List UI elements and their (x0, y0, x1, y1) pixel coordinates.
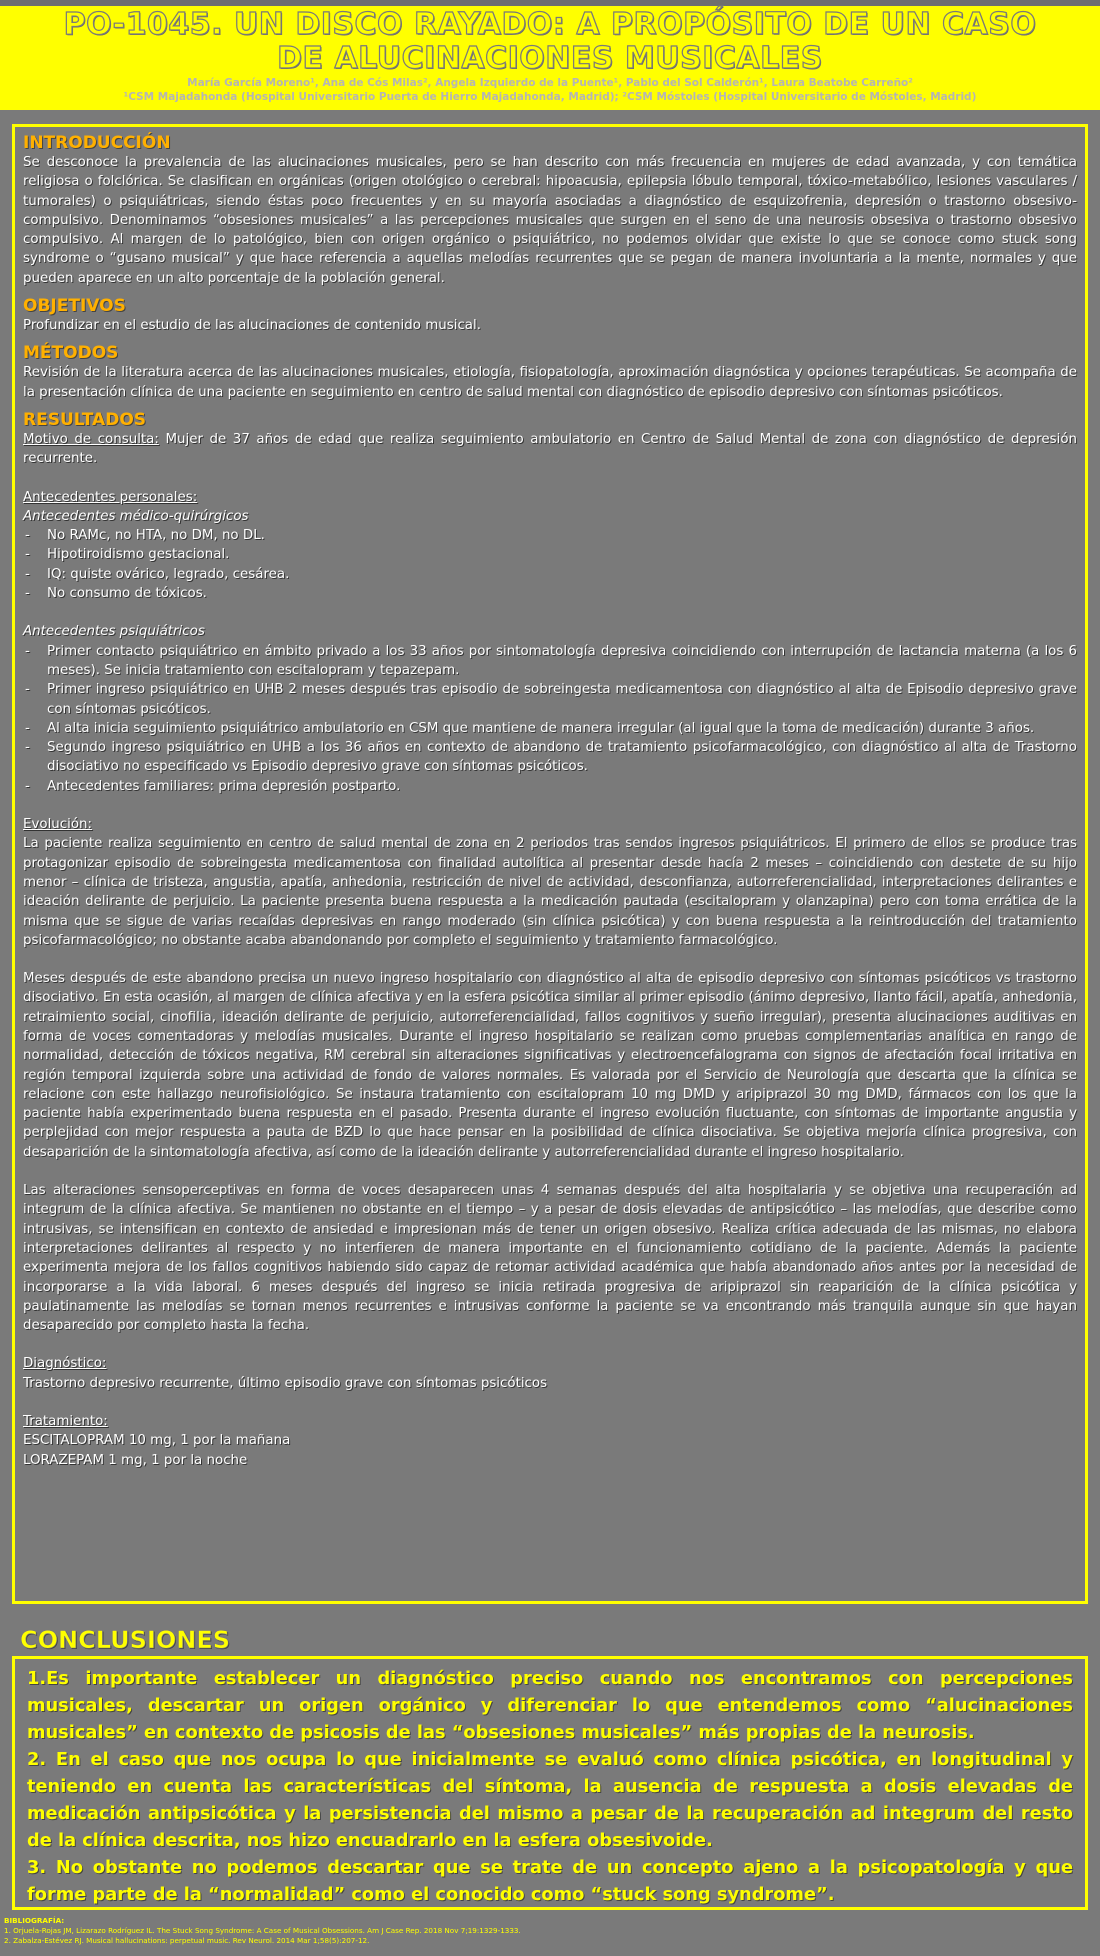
psiq-label: Antecedentes psiquiátricos (23, 624, 205, 640)
list-item: - Antecedentes familiares: prima depresión postparto. (23, 777, 1077, 796)
metodos-text: Revisión de la literatura acerca de las alucinaciones musicales, etiología, fisiopatología, aproximación diagnóstica y opciones terapéuticas. Se acompaña de la presentación clínica de una paciente en seguimiento en centro de salud mental con diagnóstico de episodio depresivo con síntomas psicóticos. (23, 365, 1077, 400)
medico-label: Antecedentes médico-quirúrgicos (23, 508, 249, 524)
diagnostico-label: Diagnóstico: (23, 1356, 107, 1372)
bibliography-item: 2. Zabalza-Estévez RJ. Musical hallucinations: perpetual music. Rev Neurol. 2014 Mar 1;58(5):207-12. (4, 1936, 370, 1945)
list-item: - No consumo de tóxicos. (23, 584, 1077, 603)
medico-list (23, 526, 1077, 603)
conclusiones-box (12, 1656, 1088, 1910)
list-item: - Segundo ingreso psiquiátrico en UHB a los 36 años en contexto de abandono de tratamiento psicofarmacológico, con diagnóstico al alta de Trastorno disociativo no especificado vs Episodio depresivo grave con síntomas psicóticos. (23, 738, 1077, 777)
list-item: - IQ: quiste ovárico, legrado, cesárea. (23, 565, 1077, 584)
antecedentes-label: Antecedentes personales: (23, 489, 198, 505)
conclusion-item: 3. No obstante no podemos descartar que se trate de un concepto ajeno a la psicopatología y que forme parte de la “normalidad” como el conocido como “stuck song syndrome”. (27, 1857, 1073, 1905)
conclusion-item: 2. En el caso que nos ocupa lo que inicialmente se evaluó como clínica psicótica, en longitudinal y teniendo en cuenta las características del síntoma, la ausencia de respuesta a dosis elevadas de medicación antipsicótica y la persistencia del mismo a pesar de la recuperación ad integrum del resto de la clínica descrita, nos hizo encuadrarlo en la esfera obsesivoide. (27, 1749, 1073, 1851)
tratamiento-label: Tratamiento: (23, 1414, 108, 1430)
metodos-heading: MÉTODOS (23, 343, 119, 364)
motivo-consulta (23, 430, 1077, 469)
bibliography-heading: BIBLIOGRAFÍA: (4, 1916, 65, 1925)
affiliations-line: ¹CSM Majadahonda (Hospital Universitario Puerta de Hierro Majadahonda, Madrid); ²CSM Móstoles (Hospital Universitario de Móstoles, Madrid) (123, 91, 977, 103)
poster-title: PO-1045. UN DISCO RAYADO: A PROPÓSITO DE UN CASO DE ALUCINACIONES MUSICALES (63, 7, 1037, 76)
motivo-text: Mujer de 37 años de edad que realiza seguimiento ambulatorio en Centro de Salud Mental de zona con diagnóstico de depresión recurrente. (23, 431, 1078, 467)
psiq-list (23, 642, 1077, 796)
tratamiento-item: ESCITALOPRAM 10 mg, 1 por la mañana (23, 1433, 291, 1449)
motivo-label: Motivo de consulta: (23, 431, 159, 447)
evolucion-paragraph-1: La paciente realiza seguimiento en centro de salud mental de zona en 2 periodos tras sendos ingresos psiquiátricos. El primero de ellos se produce tras protagonizar episodio de sobreingesta medicamentosa con finalidad autolítica al presentar desde hacía 2 meses – coincidiendo con destete de su hijo menor – clínica de tristeza, angustia, apatía, anhedonia, restricción de nivel de actividad, desconfianza, autorreferencialidad, interpretaciones delirantes e ideación delirante de perjuicio. La paciente presenta buena respuesta a la medicación pautada (escitalopram y olanzapina) pero con toma errática de la misma que se sigue de varias recaídas depresivas en rango moderado (sin clínica psicótica) y con buena respuesta a la reintroducción del tratamiento psicofarmacológico; no obstante acaba abandonando por completo el seguimiento y tratamiento farmacológico. (23, 836, 1077, 948)
diagnostico-text: Trastorno depresivo recurrente, último episodio grave con síntomas psicóticos (23, 1375, 548, 1391)
evolucion-paragraph-2: Meses después de este abandono precisa un nuevo ingreso hospitalario con diagnóstico al alta de episodio depresivo con síntomas psicóticos vs trastorno disociativo. En esta ocasión, al margen de clínica afectiva y en la esfera psicótica similar al primer episodio (ánimo depresivo, llanto fácil, apatía, anhedonia, retraimiento social, cinofilia, ideación delirante de perjuicio, autorreferencialidad, fallos cognitivos y sueño irregular), presenta alucinaciones auditivas en forma de voces comentadoras y melodías musicales. Durante el ingreso hospitalario se realizan como pruebas complementarias analítica en rango de normalidad, detección de tóxicos negativa, RM cerebral sin alteraciones significativas y electroencefalograma con signos de afectación focal irritativa en región temporal izquierda sobre una actividad de fondo de valores normales. Es valorada por el Servicio de Neurología que descarta que la clínica se relacione con este hallazgo neurofisiológico. Se instaura tratamiento con escitalopram 10 mg DMD y aripiprazol 30 mg DMD, fármacos con los que la paciente había experimentado buena respuesta en el pasado. Presenta durante el ingreso evolución fluctuante, con síntomas de importante angustia y perplejidad con mejor respuesta a pauta de BZD lo que hace pensar en la posibilidad de clínica disociativa. Se objetiva mejoría clínica progresiva, con desaparición de la sintomatología afectiva, así como de la ideación delirante y autorreferencialidad durante el ingreso hospitalario. (23, 971, 1077, 1160)
list-item: - No RAMc, no HTA, no DM, no DL. (23, 526, 1077, 545)
list-item: - Primer contacto psiquiátrico en ámbito privado a los 33 años por sintomatología depresiva coincidiendo con interrupción de lactancia materna (a los 6 meses). Se inicia tratamiento con escitalopram y tepazepam. (23, 642, 1077, 681)
intro-heading: INTRODUCCIÓN (23, 133, 171, 153)
list-item: - Al alta inicia seguimiento psiquiátrico ambulatorio en CSM que mantiene de manera irregular (al igual que la toma de medicación) durante 3 años. (23, 719, 1077, 738)
objetivos-text: Profundizar en el estudio de las alucinaciones de contenido musical. (23, 318, 481, 334)
evolucion-paragraph-3: Las alteraciones sensoperceptivas en forma de voces desaparecen unas 4 semanas después del alta hospitalaria y se objetiva una recuperación ad integrum de la clínica afectiva. Se mantienen no obstante en el tiempo – y a pesar de dosis elevadas de antipsicótico – las melodías, que describe como intrusivas, se intensifican en contexto de ansiedad e impresionan más de tener un origen obsesivo. Realiza crítica adecuada de las mismas, no elabora interpretaciones delirantes al respecto y no interfieren de manera importante en el funcionamiento cotidiano de la paciente. Además la paciente experimenta mejora de los fallos cognitivos habiendo sido capaz de retomar actividad académica que había abandonado años antes por la necesidad de incorporarse a la vida laboral. 6 meses después del ingreso se inicia retirada progresiva de aripiprazol sin reaparición de la clínica psicótica y paulatinamente las melodías se tornan menos recurrentes e intrusivas conforme la paciente se va encontrando más tranquila aunque sin que hayan desaparecido por completo hasta la fecha. (23, 1183, 1077, 1334)
bibliography-item: 1. Orjuela-Rojas JM, Lizarazo Rodríguez IL. The Stuck Song Syndrome: A Case of Musical Obsessions. Am J Case Rep. 2018 Nov 7;19:1329-1333. (4, 1926, 521, 1935)
conclusiones-heading: CONCLUSIONES (20, 1626, 231, 1654)
list-item: - Hipotiroidismo gestacional. (23, 545, 1077, 564)
evolucion-label: Evolución: (23, 817, 93, 833)
poster-header (0, 0, 1100, 110)
main-content-box (12, 124, 1088, 1604)
bibliography (4, 1916, 1094, 1946)
intro-text: Se desconoce la prevalencia de las alucinaciones musicales, pero se han descrito con más frecuencia en mujeres de edad avanzada, y con temática religiosa o folclórica. Se clasifican en orgánicas (origen otológico o cerebral: hipoacusia, epilepsia lóbulo temporal, tóxico-metabólico, lesiones vasculares / tumorales) o psiquiátricas, siendo éstas poco frecuentes y en su mayoría asociadas a diagnóstico de esquizofrenia, depresión o trastorno obsesivo-compulsivo. Denominamos “obsesiones musicales” a las percepciones musicales que surgen en el seno de una neurosis obsesiva o trastorno obsesivo compulsivo. Al margen de lo patológico, bien con origen orgánico o psiquiátrico, no podemos olvidar que existe lo que se conoce como stuck song syndrome o “gusano musical” y que hace referencia a aquellas melodías recurrentes que se pegan de manera involuntaria a la mente, normales y que pueden aparece en un alto porcentaje de la población general. (23, 155, 1077, 286)
list-item: - Primer ingreso psiquiátrico en UHB 2 meses después tras episodio de sobreingesta medicamentosa con diagnóstico al alta de Episodio depresivo grave con síntomas psicóticos. (23, 680, 1077, 719)
resultados-heading: RESULTADOS (23, 409, 147, 430)
tratamiento-item: LORAZEPAM 1 mg, 1 por la noche (23, 1452, 248, 1468)
authors-line: María García Moreno¹, Ana de Cós Milas², Angela Izquierdo de la Puente¹, Pablo del Sol Calderón¹, Laura Beatobe Carreño² (187, 77, 913, 89)
conclusion-item: 1.Es importante establecer un diagnóstico preciso cuando nos encontramos con percepciones musicales, descartar un origen orgánico y diferenciar lo que entendemos como “alucinaciones musicales” en contexto de psicosis de las “obsesiones musicales” más propias de la neurosis. (27, 1668, 1073, 1743)
objetivos-heading: OBJETIVOS (23, 296, 126, 317)
